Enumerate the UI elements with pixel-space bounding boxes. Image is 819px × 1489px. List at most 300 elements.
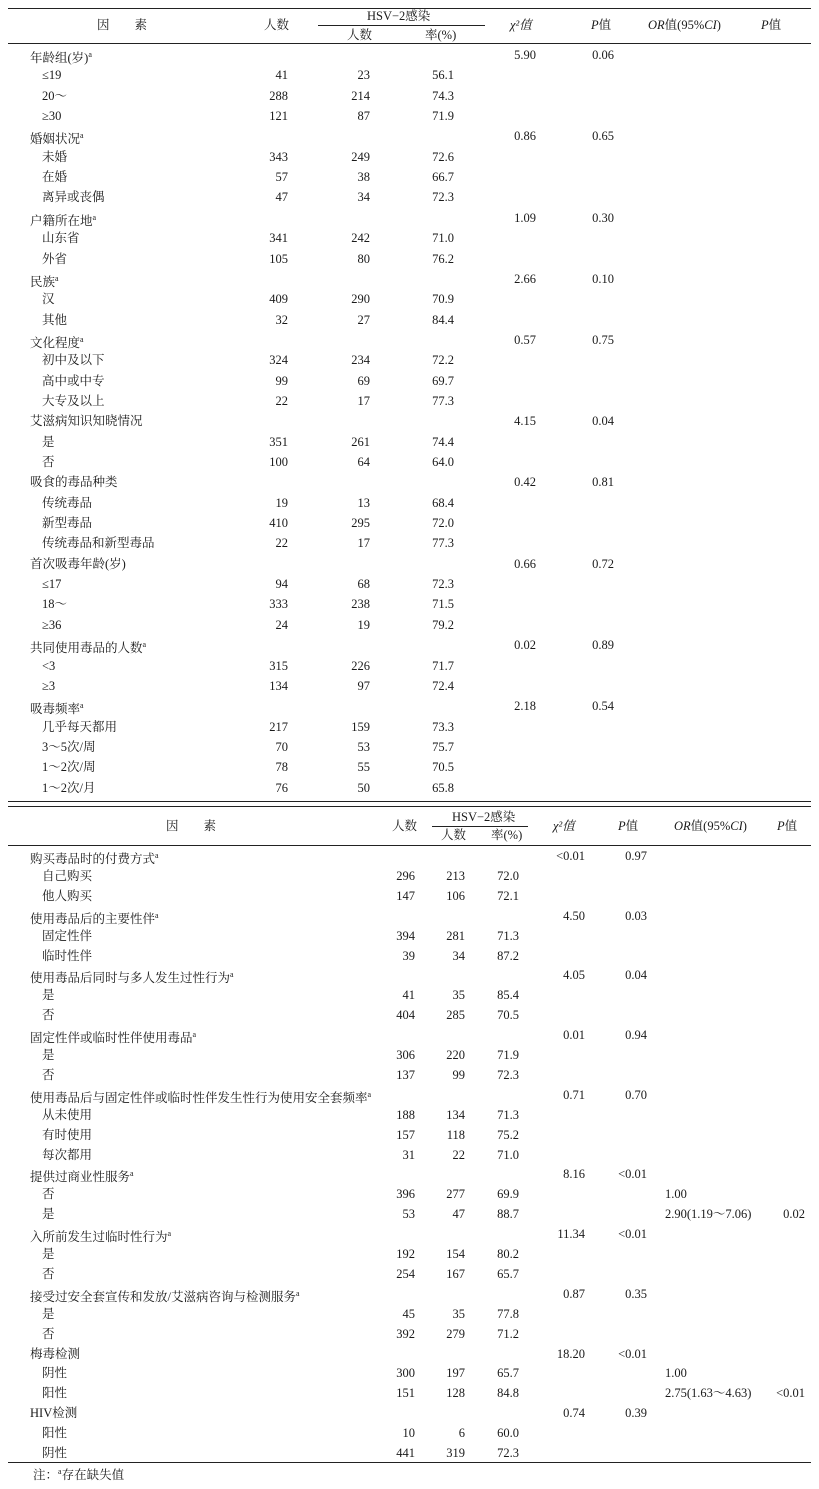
cell-total xyxy=(396,1184,415,1204)
cell-rate xyxy=(432,676,454,696)
cell-factor xyxy=(42,432,55,452)
table1-header-factor: 因 素 xyxy=(97,18,148,32)
cell-total-text: 333 xyxy=(269,597,288,612)
cell-p-value xyxy=(592,208,614,228)
cell-chi-square-text: 0.66 xyxy=(514,556,536,571)
cell-rate-text: 72.1 xyxy=(497,888,519,903)
table-row-subitem xyxy=(0,167,819,187)
cell-chi-square xyxy=(563,1085,585,1105)
cell-factor xyxy=(42,167,67,187)
cell-rate-text: 72.3 xyxy=(432,577,454,592)
cell-rate xyxy=(432,757,454,777)
cell-total xyxy=(269,86,288,106)
cell-total xyxy=(269,350,288,370)
table-row-subitem xyxy=(0,1423,819,1443)
table-row-subitem xyxy=(0,676,819,696)
cell-factor-text: 是 xyxy=(42,1207,55,1222)
table2-header-rate: 率(%) xyxy=(491,828,523,842)
cell-total-text: 100 xyxy=(269,455,288,469)
cell-total-text: 315 xyxy=(269,658,288,673)
cell-total xyxy=(276,757,289,777)
cell-total-text: 47 xyxy=(275,190,288,205)
cell-p-value xyxy=(625,1403,647,1423)
cell-rate xyxy=(497,1105,519,1125)
cell-positive xyxy=(446,926,465,946)
cell-positive-text: 34 xyxy=(452,948,465,963)
cell-total-text: 105 xyxy=(269,251,288,266)
cell-positive xyxy=(358,167,371,187)
cell-total-text: 22 xyxy=(275,393,288,408)
table-row-subitem xyxy=(0,1383,819,1403)
table-row-category xyxy=(0,554,819,574)
cell-total xyxy=(396,1105,415,1125)
missing-value-mark: a xyxy=(80,131,84,141)
cell-positive xyxy=(351,350,370,370)
cell-factor xyxy=(42,1184,55,1204)
cell-factor xyxy=(42,513,92,533)
cell-positive xyxy=(446,1324,465,1344)
cell-positive xyxy=(446,1363,465,1383)
cell-total-text: 392 xyxy=(396,1326,415,1341)
cell-positive xyxy=(447,1125,465,1145)
cell-factor-text: 传统毒品 xyxy=(42,495,93,510)
cell-total-text: 70 xyxy=(275,739,288,754)
cell-factor xyxy=(42,1363,67,1383)
cell-positive-text: 285 xyxy=(446,1008,465,1023)
cell-factor-text: 吸毒频率 xyxy=(30,702,81,717)
cell-factor-text: 是 xyxy=(42,434,55,449)
cell-factor xyxy=(42,615,61,635)
table-row-subitem xyxy=(0,432,819,452)
cell-chi-square xyxy=(563,965,585,985)
cell-or-p-value-text: 0.02 xyxy=(783,1207,805,1222)
cell-rate xyxy=(432,65,454,85)
cell-factor-text: 使用毒品后同时与多人发生过性行为 xyxy=(30,971,231,986)
cell-rate-text: 70.5 xyxy=(432,760,454,775)
cell-positive-text: 234 xyxy=(351,353,370,368)
cell-factor-text: 固定性伴 xyxy=(42,928,93,943)
table-row-subitem xyxy=(0,1304,819,1324)
cell-chi-square-text: 0.02 xyxy=(514,638,536,653)
cell-p-value xyxy=(592,330,614,350)
cell-rate xyxy=(497,886,519,906)
cell-positive xyxy=(351,147,370,167)
cell-p-value-text: 0.10 xyxy=(592,271,614,286)
cell-total xyxy=(276,533,289,553)
table-row-subitem xyxy=(0,615,819,635)
cell-factor xyxy=(42,1324,55,1344)
cell-rate-text: 71.9 xyxy=(497,1048,519,1062)
cell-p-value-text: 0.94 xyxy=(625,1028,647,1043)
cell-total-text: 22 xyxy=(275,536,288,551)
cell-rate-text: 69.7 xyxy=(432,373,454,388)
cell-factor-text: 18～ xyxy=(42,597,68,612)
cell-total xyxy=(269,452,288,472)
table1-header-chi: χ²值 xyxy=(510,18,532,32)
cell-positive xyxy=(446,1383,465,1403)
cell-or-p-value xyxy=(776,1383,805,1403)
cell-factor-text: HIV检测 xyxy=(30,1406,78,1421)
cell-rate-text: 65.7 xyxy=(497,1266,519,1281)
cell-positive-text: 80 xyxy=(357,251,370,266)
cell-rate xyxy=(432,615,454,635)
missing-value-mark: a xyxy=(142,640,147,650)
missing-value-mark: a xyxy=(88,50,92,59)
cell-p-value-text: 0.81 xyxy=(592,475,614,490)
cell-rate xyxy=(497,866,519,886)
cell-p-value xyxy=(592,696,614,716)
cell-factor xyxy=(42,1264,55,1284)
missing-value-mark: a xyxy=(367,1089,372,1099)
cell-factor xyxy=(42,1304,55,1324)
cell-rate-text: 87.2 xyxy=(497,948,519,963)
cell-rate xyxy=(432,493,454,513)
cell-total-text: 76 xyxy=(275,780,288,795)
table-row-subitem xyxy=(0,350,819,370)
cell-rate-text: 77.3 xyxy=(432,393,454,408)
cell-rate xyxy=(497,1324,519,1344)
cell-rate-text: 69.9 xyxy=(497,1187,519,1202)
cell-total-text: 24 xyxy=(275,617,288,632)
cell-factor-text: 否 xyxy=(42,1326,55,1341)
table2-header-total: 人数 xyxy=(392,819,418,833)
cell-rate-text: 65.7 xyxy=(497,1366,519,1381)
cell-factor xyxy=(42,533,155,553)
cell-positive-text: 261 xyxy=(351,434,370,449)
cell-factor-text: ≥30 xyxy=(42,109,62,124)
cell-rate-text: 66.7 xyxy=(432,170,454,185)
cell-total-text: 300 xyxy=(396,1366,415,1381)
cell-positive-text: 6 xyxy=(458,1426,465,1441)
cell-factor xyxy=(30,1403,77,1423)
cell-rate-text: 70.5 xyxy=(497,1008,519,1023)
cell-odds-ratio-text: 1.00 xyxy=(665,1187,687,1202)
cell-factor xyxy=(42,717,117,737)
cell-positive xyxy=(358,676,371,696)
table-row-category xyxy=(0,1164,819,1184)
cell-positive xyxy=(453,946,466,966)
cell-positive xyxy=(358,65,371,85)
cell-rate xyxy=(432,371,454,391)
cell-total xyxy=(276,493,289,513)
cell-rate-text: 84.4 xyxy=(432,312,454,327)
table-row-subitem xyxy=(0,310,819,330)
cell-p-value-text: 0.35 xyxy=(625,1286,647,1301)
cell-p-value-text: 0.54 xyxy=(592,699,614,714)
cell-factor xyxy=(42,1145,92,1165)
cell-factor-text: 传统毒品和新型毒品 xyxy=(42,536,155,551)
cell-chi-square-text: 4.50 xyxy=(563,908,585,923)
table-row-subitem xyxy=(0,757,819,777)
cell-rate xyxy=(497,1304,519,1324)
cell-rate xyxy=(432,289,454,309)
cell-odds-ratio xyxy=(665,1383,751,1403)
cell-p-value xyxy=(592,411,614,431)
cell-positive-text: 214 xyxy=(351,88,370,103)
cell-chi-square-text: 0.71 xyxy=(563,1087,585,1102)
table1-header-positive: 人数 xyxy=(347,28,373,42)
cell-chi-square-text: 1.09 xyxy=(514,210,536,225)
cell-odds-ratio-text: 2.90(1.19～7.06) xyxy=(665,1207,752,1222)
cell-p-value-text: 0.04 xyxy=(592,414,614,429)
cell-factor xyxy=(42,1125,92,1145)
cell-factor-text: 大专及以上 xyxy=(42,393,105,408)
cell-factor-text: 固定性伴或临时性伴使用毒品 xyxy=(30,1031,193,1046)
cell-factor xyxy=(42,778,95,798)
cell-positive-text: 154 xyxy=(446,1247,465,1261)
table-row-category xyxy=(0,126,819,146)
cell-factor-text: 汉 xyxy=(42,292,55,307)
cell-positive-text: 23 xyxy=(357,68,370,83)
cell-chi-square xyxy=(563,1025,585,1045)
table2-top-rule xyxy=(8,806,811,807)
cell-chi-square-text: 0.01 xyxy=(563,1028,585,1043)
cell-factor-text: 其他 xyxy=(42,312,68,327)
cell-chi-square-text: 4.15 xyxy=(514,414,536,429)
cell-factor xyxy=(42,574,61,594)
table-row-category xyxy=(0,846,819,866)
cell-factor-text: 1～2次/周 xyxy=(42,760,96,775)
table1-header-p: P值 xyxy=(591,18,612,32)
cell-total xyxy=(396,1125,415,1145)
cell-p-value xyxy=(592,126,614,146)
cell-total xyxy=(403,1204,416,1224)
cell-chi-square xyxy=(514,696,536,716)
table-row-subitem xyxy=(0,147,819,167)
cell-chi-square xyxy=(514,554,536,574)
cell-chi-square-text: 0.86 xyxy=(514,129,536,144)
cell-p-value-text: <0.01 xyxy=(618,1227,647,1242)
table-row-subitem xyxy=(0,737,819,757)
cell-total-text: 288 xyxy=(269,88,288,103)
cell-factor xyxy=(42,187,105,207)
table-row-subitem xyxy=(0,86,819,106)
cell-positive xyxy=(446,1105,465,1125)
cell-rate xyxy=(432,452,454,472)
cell-positive xyxy=(358,371,371,391)
table2-header-p: P值 xyxy=(618,819,639,833)
cell-total-text: 324 xyxy=(269,353,288,368)
cell-rate xyxy=(497,1045,519,1065)
cell-p-value-text: <0.01 xyxy=(618,1346,647,1361)
cell-positive xyxy=(351,513,370,533)
cell-factor-text: 新型毒品 xyxy=(42,516,93,531)
cell-factor-text: 几乎每天都用 xyxy=(42,719,118,734)
cell-factor-text: ≥36 xyxy=(42,617,62,632)
cell-total xyxy=(403,946,416,966)
cell-positive-text: 35 xyxy=(452,1306,465,1321)
table-row-category xyxy=(0,906,819,926)
cell-rate xyxy=(432,778,454,798)
cell-chi-square xyxy=(556,846,585,866)
cell-factor xyxy=(42,676,55,696)
table-row-category xyxy=(0,269,819,289)
cell-rate-text: 68.4 xyxy=(432,495,454,510)
cell-factor-text: 是 xyxy=(42,1247,55,1261)
cell-p-value xyxy=(618,1344,647,1364)
cell-rate xyxy=(432,187,454,207)
cell-factor-text: 接受过安全套宣传和发放/艾滋病咨询与检测服务 xyxy=(30,1289,296,1304)
table-row-subitem xyxy=(0,106,819,126)
table1-header-p2: P值 xyxy=(761,18,782,32)
cell-factor-text: 户籍所在地 xyxy=(30,213,93,228)
cell-total xyxy=(276,167,289,187)
table-row-subitem xyxy=(0,717,819,737)
cell-total-text: 78 xyxy=(275,760,288,775)
cell-factor-text: 有时使用 xyxy=(42,1127,93,1142)
cell-positive-text: 226 xyxy=(351,658,370,673)
cell-positive-text: 19 xyxy=(357,617,370,632)
cell-factor xyxy=(30,411,143,431)
cell-chi-square-text: <0.01 xyxy=(556,849,585,863)
cell-positive xyxy=(351,289,370,309)
cell-rate xyxy=(497,1005,519,1025)
cell-total xyxy=(276,778,289,798)
table-row-subitem xyxy=(0,228,819,248)
cell-positive-text: 17 xyxy=(357,393,370,408)
cell-rate-text: 60.0 xyxy=(497,1426,519,1441)
cell-p-value xyxy=(625,965,647,985)
cell-rate-text: 72.4 xyxy=(432,678,454,693)
table-row-subitem xyxy=(0,187,819,207)
cell-rate-text: 72.3 xyxy=(432,190,454,205)
cell-positive-text: 167 xyxy=(446,1266,465,1281)
cell-rate-text: 71.0 xyxy=(497,1147,519,1162)
cell-chi-square-text: 5.90 xyxy=(514,48,536,62)
cell-factor xyxy=(42,946,92,966)
table-row-subitem xyxy=(0,926,819,946)
cell-positive-text: 34 xyxy=(357,190,370,205)
cell-total xyxy=(396,1264,415,1284)
cell-total xyxy=(269,432,288,452)
cell-total-text: 296 xyxy=(396,868,415,883)
table-row-category xyxy=(0,1344,819,1364)
cell-positive-text: 118 xyxy=(446,1127,465,1142)
cell-chi-square xyxy=(514,472,536,492)
table-row-subitem xyxy=(0,1324,819,1344)
cell-total xyxy=(276,310,289,330)
cell-factor-text: 否 xyxy=(42,1187,55,1202)
cell-factor-text: <3 xyxy=(42,658,56,673)
cell-factor-text: 首次吸毒年龄(岁) xyxy=(30,556,126,571)
table-row-category xyxy=(0,472,819,492)
cell-positive xyxy=(358,310,371,330)
cell-p-value xyxy=(618,1224,647,1244)
cell-total-text: 441 xyxy=(396,1446,415,1460)
cell-factor-text: 艾滋病知识知晓情况 xyxy=(30,414,143,429)
cell-factor-text: 年龄组(岁) xyxy=(30,51,89,66)
cell-factor-text: 入所前发生过临时性行为 xyxy=(30,1230,168,1245)
cell-total xyxy=(396,1383,415,1403)
cell-rate-text: 72.6 xyxy=(432,149,454,164)
missing-value-mark: a xyxy=(155,851,159,860)
table-row-subitem xyxy=(0,1045,819,1065)
cell-rate-text: 72.3 xyxy=(497,1067,519,1082)
cell-total-text: 409 xyxy=(269,292,288,307)
cell-factor xyxy=(42,493,92,513)
cell-factor-text: 否 xyxy=(42,455,55,469)
cell-positive-text: 249 xyxy=(351,149,370,164)
cell-factor-text: 是 xyxy=(42,1306,55,1321)
table-row-category xyxy=(0,45,819,65)
table-row-subitem xyxy=(0,1244,819,1264)
cell-total-text: 53 xyxy=(402,1207,415,1222)
cell-chi-square xyxy=(514,126,536,146)
table-row-subitem xyxy=(0,249,819,269)
cell-positive xyxy=(446,886,465,906)
missing-value-mark: a xyxy=(55,273,59,283)
missing-value-mark: a xyxy=(130,1169,134,1179)
cell-total-text: 192 xyxy=(396,1247,415,1261)
cell-factor xyxy=(42,1105,92,1125)
cell-odds-ratio xyxy=(665,1363,687,1383)
cell-p-value-text: 0.89 xyxy=(592,638,614,653)
table-row-subitem xyxy=(0,1204,819,1224)
cell-rate xyxy=(432,533,454,553)
cell-p-value xyxy=(592,269,614,289)
cell-total-text: 94 xyxy=(275,577,288,592)
cell-factor-text: 吸食的毒品种类 xyxy=(30,475,118,490)
cell-factor-text: 初中及以下 xyxy=(42,353,105,368)
cell-total xyxy=(403,1145,416,1165)
cell-factor xyxy=(42,147,67,167)
cell-total-text: 343 xyxy=(269,149,288,164)
footnote xyxy=(33,1465,124,1483)
table-row-category xyxy=(0,965,819,985)
cell-factor xyxy=(42,656,55,676)
cell-rate xyxy=(497,1125,519,1145)
cell-odds-ratio-text: 2.75(1.63～4.63) xyxy=(665,1386,752,1401)
footnote-mark: a xyxy=(58,1466,62,1476)
cell-rate xyxy=(432,513,454,533)
cell-positive-text: 68 xyxy=(357,577,370,592)
cell-p-value xyxy=(625,1284,647,1304)
cell-rate-text: 85.4 xyxy=(497,988,519,1003)
cell-positive xyxy=(453,1204,466,1224)
cell-positive-text: 50 xyxy=(357,780,370,795)
cell-total xyxy=(403,985,416,1005)
cell-rate-text: 71.7 xyxy=(432,658,454,673)
cell-total xyxy=(396,1045,415,1065)
cell-positive xyxy=(358,452,371,472)
table-row-category xyxy=(0,208,819,228)
cell-total xyxy=(276,615,289,635)
cell-rate xyxy=(432,432,454,452)
table1-header-group: HSV−2感染 xyxy=(367,9,431,23)
table1-header-rate: 率(%) xyxy=(425,28,457,42)
cell-positive xyxy=(446,1045,465,1065)
cell-total-text: 134 xyxy=(269,678,288,693)
cell-total xyxy=(269,289,288,309)
table2-bottom-rule xyxy=(8,1462,811,1463)
cell-chi-square xyxy=(514,269,536,289)
cell-factor xyxy=(42,452,55,472)
cell-chi-square xyxy=(563,1403,585,1423)
cell-total xyxy=(396,886,415,906)
cell-factor xyxy=(42,350,105,370)
cell-factor xyxy=(42,289,55,309)
cell-rate-text: 77.8 xyxy=(497,1306,519,1321)
cell-factor-text: 在婚 xyxy=(42,170,68,185)
cell-chi-square xyxy=(514,330,536,350)
cell-positive xyxy=(358,106,371,126)
cell-rate-text: 71.9 xyxy=(432,109,454,124)
cell-rate-text: 76.2 xyxy=(432,251,454,266)
cell-total-text: 10 xyxy=(402,1426,415,1441)
cell-total-text: 32 xyxy=(275,312,288,327)
cell-factor xyxy=(42,926,92,946)
cell-rate xyxy=(432,106,454,126)
